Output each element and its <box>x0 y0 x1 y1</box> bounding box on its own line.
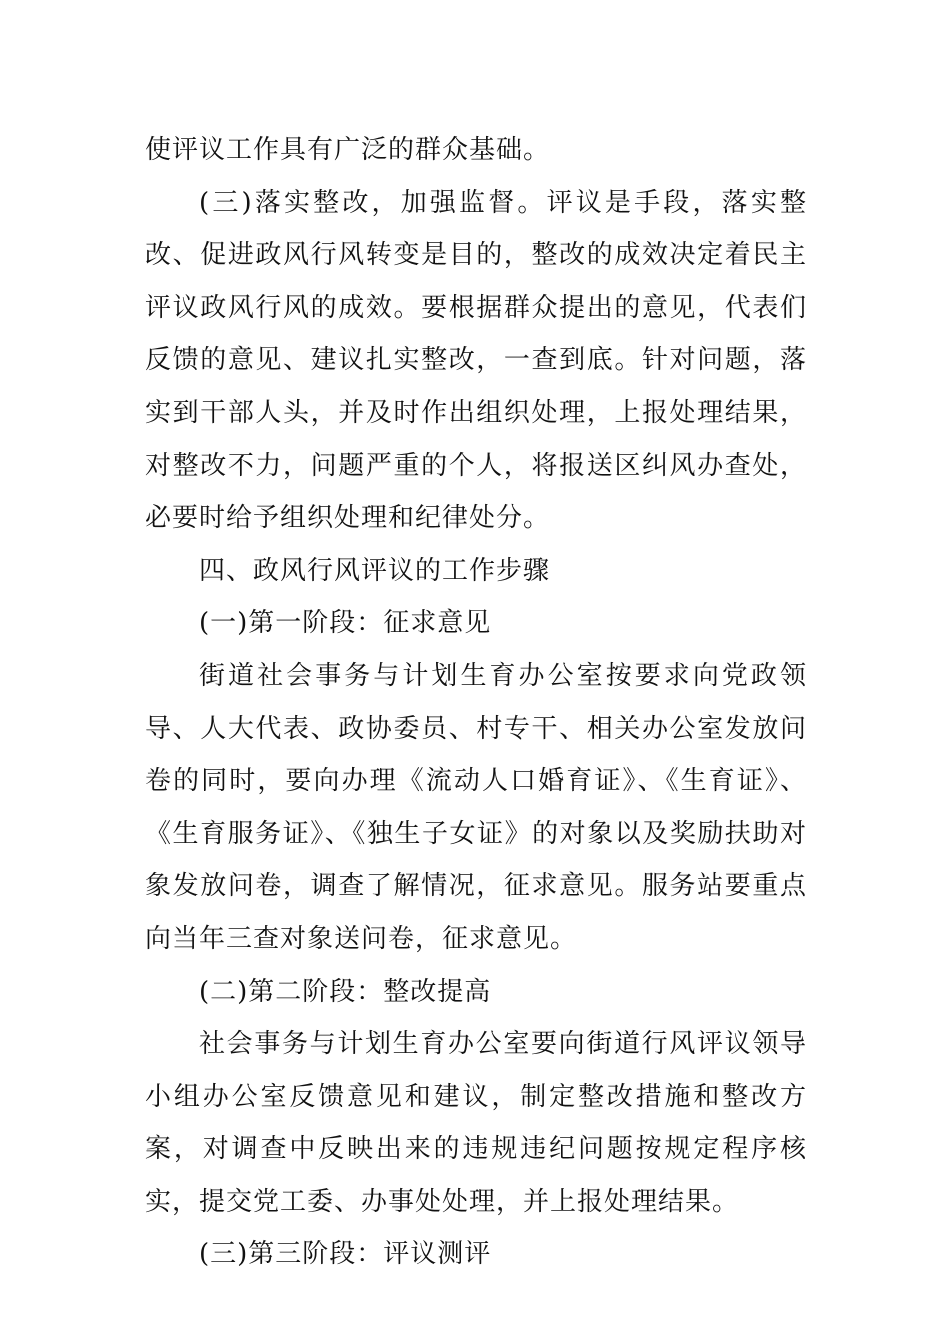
paragraph-stage-one: 街道社会事务与计划生育办公室按要求向党政领导、人大代表、政协委员、村专干、相关办公室发放问卷的同时，要向办理《流动人口婚育证》、《生育证》、《生育服务证》、《独生子女证》的对象以及奖励扶助对象发放问卷，调查了解情况，征求意见。服务站要重点向当年三查对象送问卷，征求意见。 <box>145 660 807 954</box>
document-body <box>145 124 807 1281</box>
paragraph-stage-two: 社会事务与计划生育办公室要向街道行风评议领导小组办公室反馈意见和建议，制定整改措施和整改方案，对调查中反映出来的违规违纪问题按规定程序核实，提交党工委、办事处处理，并上报处理结果。 <box>145 1029 807 1217</box>
subheading-stage-two: (二)第二阶段：整改提高 <box>199 976 492 1007</box>
paragraph-continuation: 使评议工作具有广泛的群众基础。 <box>145 135 551 165</box>
section-heading-work-steps: 四、政风行风评议的工作步骤 <box>199 555 551 586</box>
subheading-stage-three: (三)第三阶段：评议测评 <box>199 1239 492 1270</box>
subheading-stage-one: (一)第一阶段：征求意见 <box>199 608 492 639</box>
paragraph-rectification: (三)落实整改，加强监督。评议是手段，落实整改、促进政风行风转变是目的，整改的成效决定着民主评议政风行风的成效。要根据群众提出的意见，代表们反馈的意见、建议扎实整改，一查到底。针对问题，落实到干部人头，并及时作出组织处理，上报处理结果，对整改不力，问题严重的个人，将报送区纠风办查处，必要时给予组织处理和纪律处分。 <box>145 187 807 534</box>
